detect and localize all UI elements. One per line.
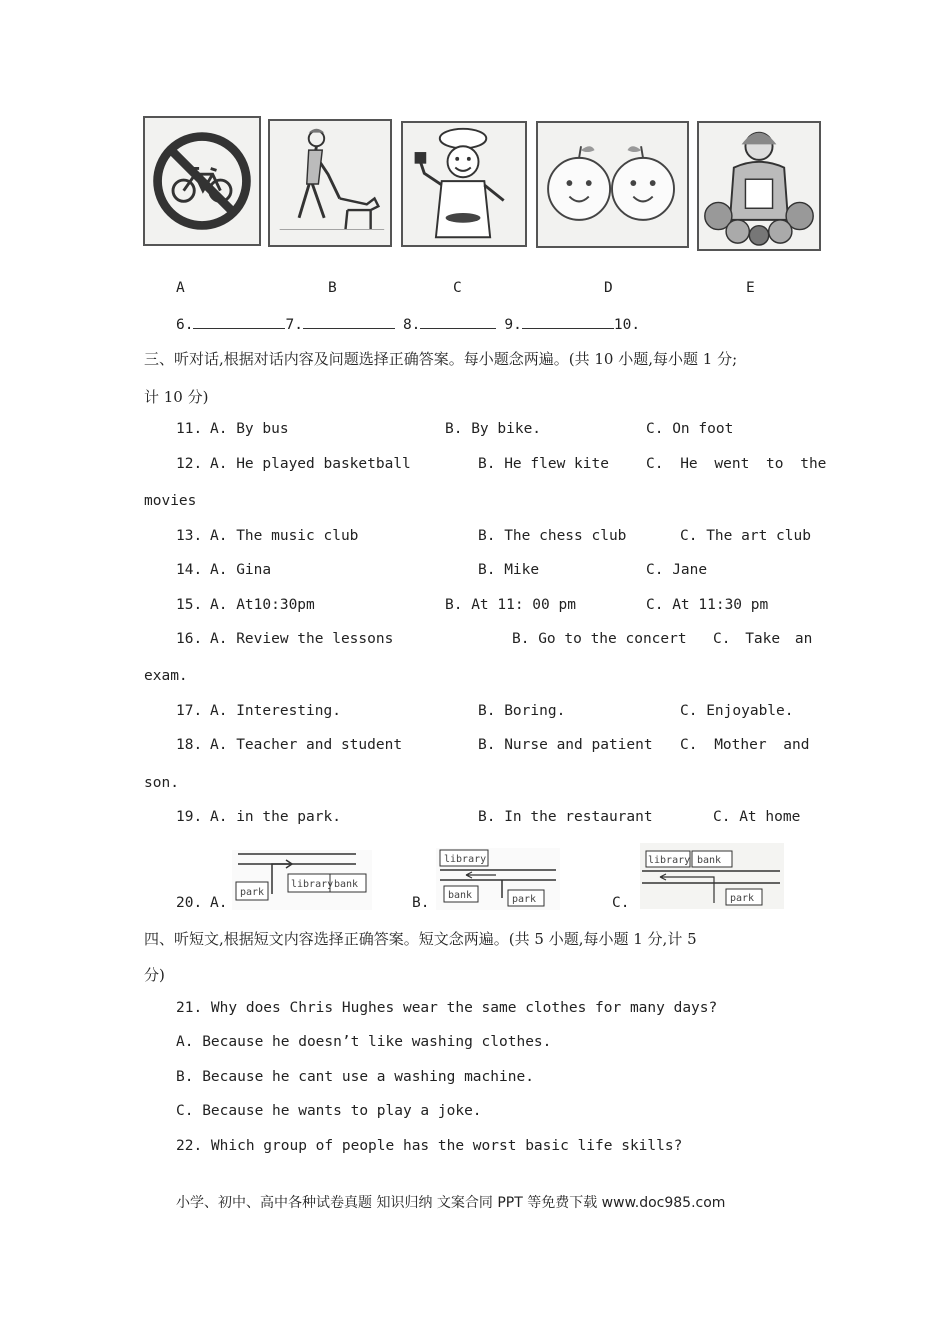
option-b: B. Because he cant use a washing machine. (176, 1069, 534, 1085)
option-b: B. He flew kite (478, 456, 609, 472)
option-a: A. Teacher and student (210, 737, 403, 753)
option-a: A. in the park. (210, 809, 341, 825)
option-c: C. At home (713, 809, 801, 825)
picture-b (268, 119, 392, 247)
question-number: 16. (176, 631, 203, 647)
map-b-park-label: park (512, 894, 537, 905)
question-number: 11. (176, 421, 203, 437)
option-c: C. Because he wants to play a joke. (176, 1103, 482, 1119)
person-with-teddy-bears-icon (699, 123, 819, 249)
blank-label-8: 8. (402, 317, 421, 333)
blank-label-9: 9. (504, 317, 522, 333)
blank-6[interactable] (193, 314, 285, 329)
option-b: B. At 11: 00 pm (445, 597, 576, 613)
picture-c (401, 121, 527, 247)
blank-label-6: 6. (176, 317, 194, 333)
map-a-library-label: library (291, 879, 334, 890)
option-b: B. The chess club (478, 528, 627, 544)
question-number: 19. (176, 809, 203, 825)
map-b-bank-label: bank (448, 890, 473, 901)
option-a: A. He played basketball (210, 456, 411, 472)
two-apples-icon (538, 123, 687, 246)
option-c: C. Take an (713, 631, 813, 647)
option-c: C. The art club (680, 528, 811, 544)
option-b: B. Nurse and patient (478, 737, 653, 753)
picture-label-b: B (328, 280, 337, 296)
option-a: A. Gina (210, 562, 272, 578)
option-c: C. Jane (646, 562, 708, 578)
question-number: 17. (176, 703, 203, 719)
option-c-wrap: movies (144, 493, 197, 509)
question-number: 13. (176, 528, 203, 544)
option-a: A. At10:30pm (210, 597, 315, 613)
picture-label-c: C (453, 280, 462, 296)
option-c: C. (612, 895, 630, 911)
option-b: B. Boring. (478, 703, 566, 719)
option-a: A. The music club (210, 528, 359, 544)
map-c (640, 843, 784, 909)
question-22-stem: 22. Which group of people has the worst basic life skills? (176, 1138, 683, 1154)
option-a: A. Interesting. (210, 703, 341, 719)
section-3-heading-line-2: 计 10 分) (144, 388, 209, 406)
question-number: 15. (176, 597, 203, 613)
answer-blanks-row (176, 314, 640, 333)
question-number: 20. (176, 895, 203, 911)
option-b: B. In the restaurant (478, 809, 653, 825)
man-walking-dog-icon (270, 121, 390, 245)
section-4-heading-line-2: 分) (144, 966, 165, 984)
map-c-library-label: library (648, 855, 691, 866)
picture-label-d: D (604, 280, 613, 296)
option-b: B. Go to the concert (512, 631, 687, 647)
picture-d (536, 121, 689, 248)
option-c-wrap: exam. (144, 668, 188, 684)
map-c-bank-label: bank (697, 855, 722, 866)
map-a-bank-label: bank (334, 879, 359, 890)
option-c: C. Enjoyable. (680, 703, 794, 719)
option-c: C. On foot (646, 421, 734, 437)
option-c: C. At 11:30 pm (646, 597, 769, 613)
blank-8[interactable] (420, 314, 496, 329)
no-bicycle-sign-icon (145, 118, 259, 244)
option-c: C. Mother and (680, 737, 810, 753)
blank-7[interactable] (303, 314, 395, 329)
map-b (436, 848, 560, 910)
picture-label-e: E (746, 280, 755, 296)
blank-9[interactable] (522, 314, 614, 329)
option-b: B. Mike (478, 562, 540, 578)
option-a: A. Because he doesn’t like washing clothes. (176, 1034, 552, 1050)
map-c-park-label: park (730, 893, 755, 904)
option-b: B. By bike. (445, 421, 542, 437)
option-c: C. He went to the (646, 456, 827, 472)
map-a (232, 850, 372, 910)
picture-label-a: A (176, 280, 185, 296)
blank-label-10: 10. (613, 317, 641, 333)
picture-e (697, 121, 821, 251)
question-stem: 21. Why does Chris Hughes wear the same clothes for many days? (176, 1000, 718, 1016)
question-number: 12. (176, 456, 203, 472)
option-a: A. By bus (210, 421, 289, 437)
picture-a (143, 116, 261, 246)
page-footer: 小学、初中、高中各种试卷真题 知识归纳 文案合同 PPT 等免费下载 www.doc985.com (176, 1195, 726, 1211)
question-number: 18. (176, 737, 203, 753)
option-a: A. (210, 895, 228, 911)
option-a: A. Review the lessons (210, 631, 394, 647)
option-b: B. (412, 895, 430, 911)
option-c-wrap: son. (144, 775, 179, 791)
question-number: 14. (176, 562, 203, 578)
map-a-park-label: park (240, 887, 265, 898)
blank-label-7: 7. (285, 317, 303, 333)
section-3-heading-line-1: 三、听对话,根据对话内容及问题选择正确答案。每小题念两遍。(共 10 小题,每小题 1 分; (144, 350, 738, 368)
cook-icon (403, 123, 525, 245)
map-b-library-label: library (444, 854, 487, 865)
section-4-heading-line-1: 四、听短文,根据短文内容选择正确答案。短文念两遍。(共 5 小题,每小题 1 分,计 5 (144, 930, 697, 948)
